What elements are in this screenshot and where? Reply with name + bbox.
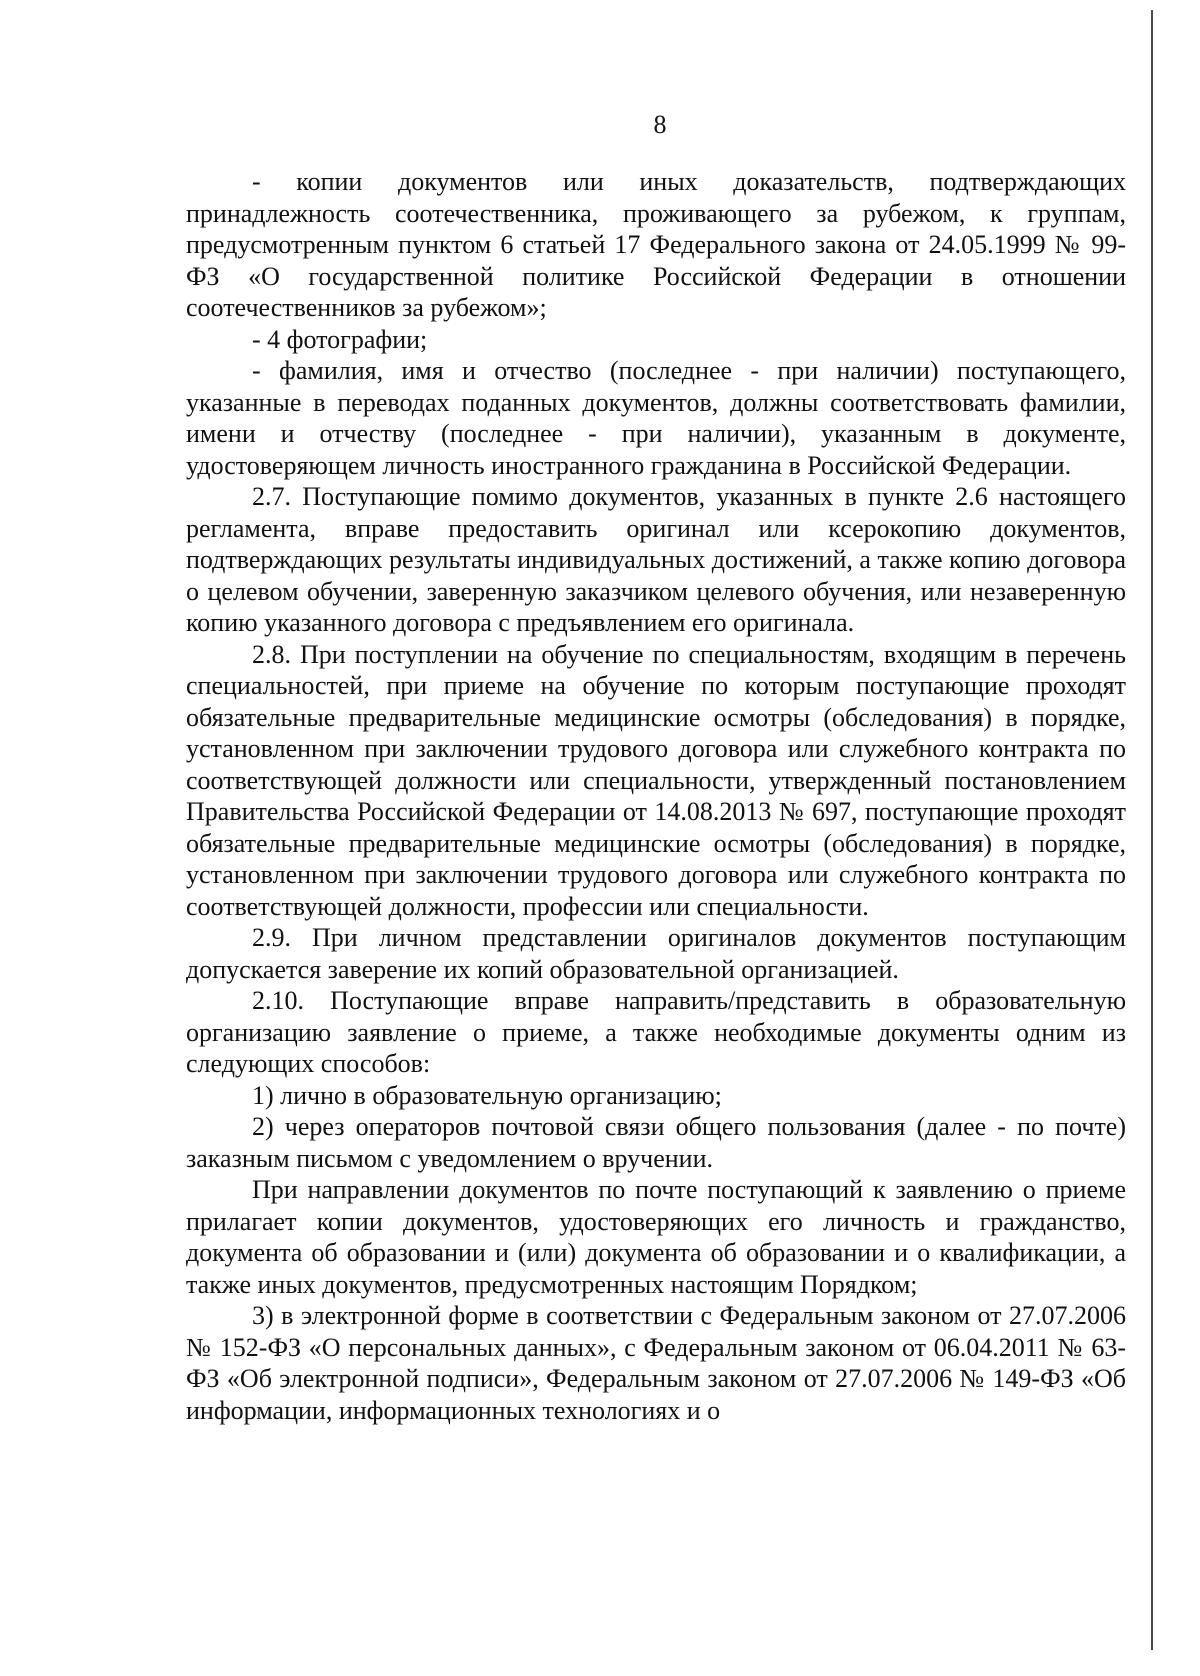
paragraph-full-name: - фамилия, имя и отчество (последнее - при наличии) поступающего, указанные в переводах поданных документов, должны соответствовать фамилии, имени и отчеству (последнее - при наличии), указанным в документе, удостоверяющем личность иностранного гражданина в Российской Федерации. (186, 356, 1126, 480)
paragraph-photos: - 4 фотографии; (252, 324, 428, 354)
document-body (186, 166, 1126, 1426)
paragraph-2-9: 2.9. При личном представлении оригиналов документов поступающим допускается заверение их копий образовательной организацией. (186, 923, 1126, 984)
paragraph-2-7: 2.7. Поступающие помимо документов, указанных в пункте 2.6 настоящего регламента, вправе предоставить оригинал или ксерокопию документов, подтверждающих результаты индивидуальных достижений, а также копию договора о целевом обучении, заверенную заказчиком целевого обучения, или незаверенную копию указанного договора с предъявлением его оригинала. (186, 482, 1126, 637)
paragraph-2-10: 2.10. Поступающие вправе направить/представить в образовательную организацию заявление о приеме, а также необходимые документы одним из следующих способов: (186, 986, 1126, 1078)
paragraph-postal-submission: При направлении документов по почте поступающий к заявлению о приеме прилагает копии документов, удостоверяющих его личность и гражданство, документа об образовании и (или) документа об образовании и о квалификации, а также иных документов, предусмотренных настоящим Порядком; (186, 1175, 1126, 1299)
page-number: 8 (653, 110, 667, 139)
paragraph-2-8: 2.8. При поступлении на обучение по специальностям, входящим в перечень специальностей, при приеме на обучение по которым поступающие проходят обязательные предварительные медицинские осмотры (обследования) в порядке, установленном при заключении трудового договора или служебного контракта по соответствующей должности или специальности, утвержденный постановлением Правительства Российской Федерации от 14.08.2013 № 697, поступающие проходят обязательные предварительные медицинские осмотры (обследования) в порядке, установленном при заключении трудового договора или служебного контракта по соответствующей должности, профессии или специальности. (186, 639, 1126, 921)
list-item-electronic: 3) в электронной форме в соответствии с Федеральным законом от 27.07.2006 № 152-ФЗ «О персональных данных», с Федеральным законом от 06.04.2011 № 63-ФЗ «Об электронной подписи», Федеральным законом от 27.07.2006 № 149-ФЗ «Об информации, информационных технологиях и о (186, 1301, 1126, 1425)
scan-edge-line (1151, 10, 1153, 1650)
paragraph-copies-of-documents: - копии документов или иных доказательств, подтверждающих принадлежность соотечественника, проживающего за рубежом, к группам, предусмотренным пунктом 6 статьей 17 Федерального закона от 24.05.1999 № 99-ФЗ «О государственной политике Российской Федерации в отношении соотечественников за рубежом»; (186, 167, 1126, 322)
list-item-in-person: 1) лично в образовательную организацию; (252, 1080, 722, 1110)
list-item-by-post: 2) через операторов почтовой связи общего пользования (далее - по почте) заказным письмом с уведомлением о вручении. (186, 1112, 1126, 1173)
